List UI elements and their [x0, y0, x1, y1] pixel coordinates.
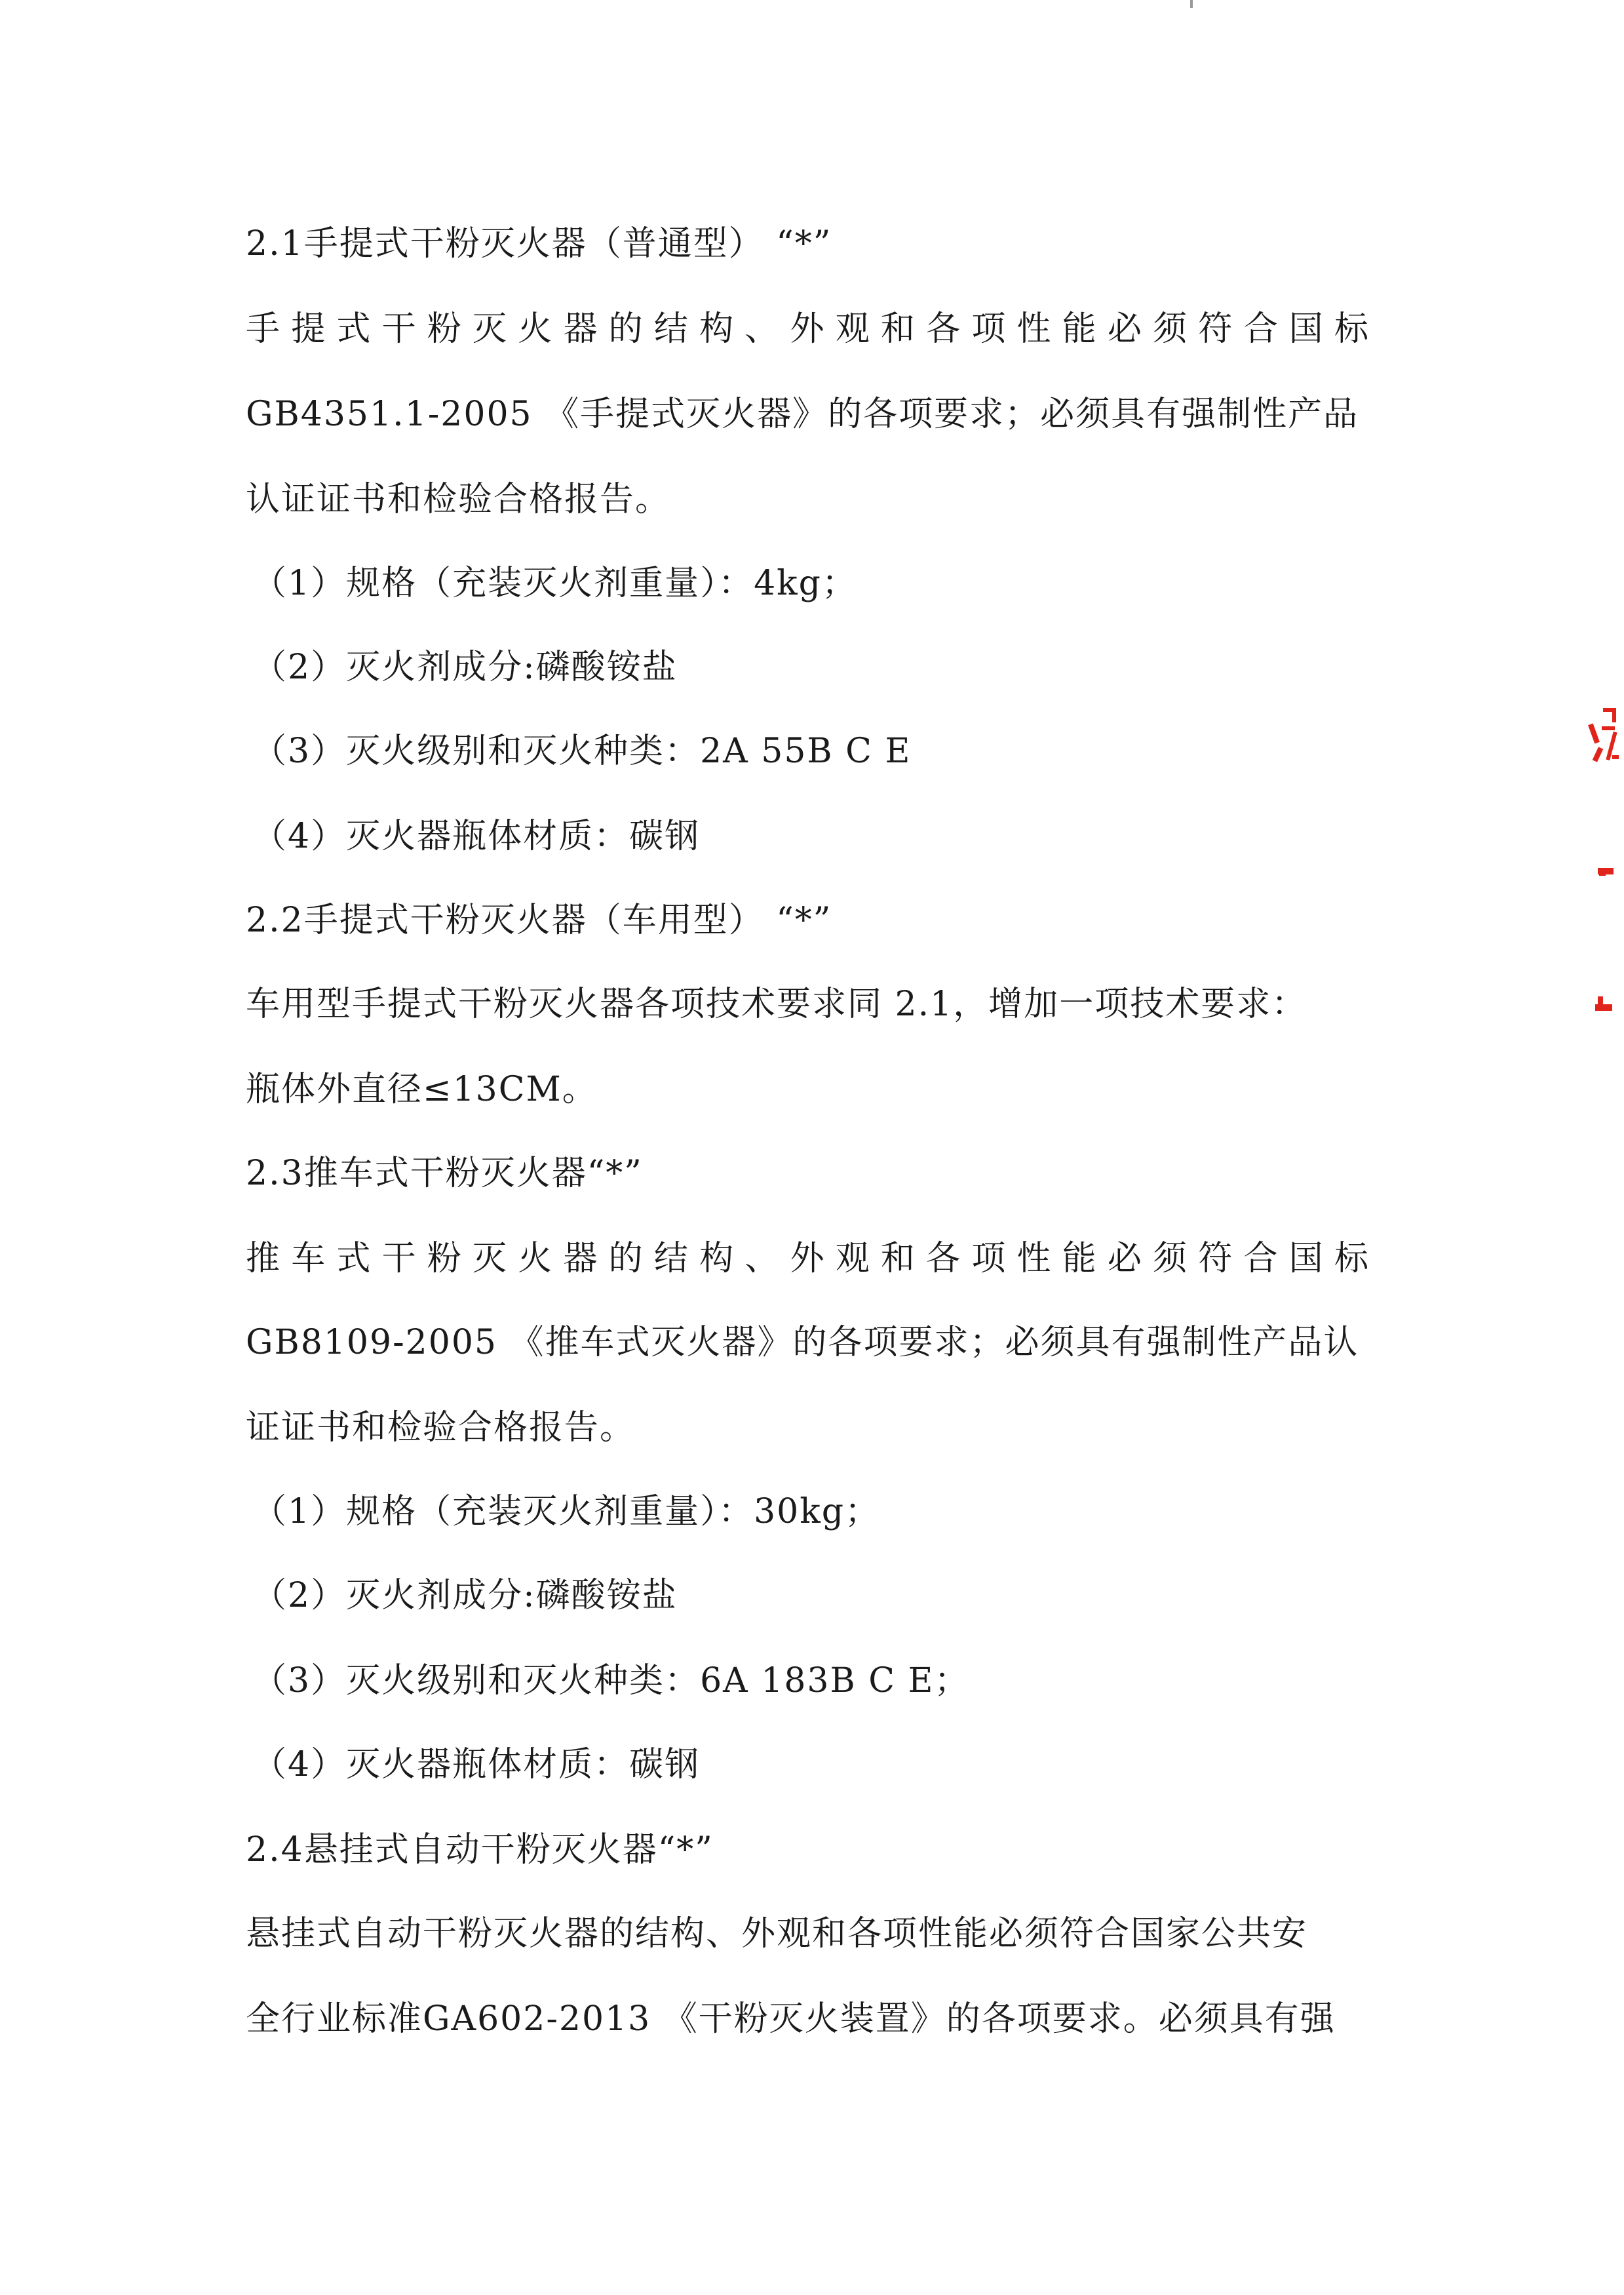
scan-edge-mark [1190, 0, 1193, 8]
section-heading-2-4: 2.4悬挂式自动干粉灭火器“*” [246, 1830, 714, 1870]
list-item: （2）灭火剂成分:磷酸铵盐 [252, 1576, 678, 1615]
paragraph-line: GB8109-2005 《推车式灭火器》的各项要求；必须具有强制性产品认 [246, 1323, 1359, 1362]
paragraph-line: 瓶体外直径≤13CM。 [246, 1070, 598, 1109]
paragraph-line: 证证书和检验合格报告。 [246, 1408, 636, 1447]
section-heading-2-1: 2.1手提式干粉灭火器（普通型） “*” [246, 224, 832, 264]
list-item: （1）规格（充装灭火剂重量）：4kg； [252, 564, 857, 603]
paragraph-line: 手提式干粉灭火器的结构、外观和各项性能必须符合国标 [246, 309, 1370, 349]
list-item: （3）灭火级别和灭火种类：6A 183B C E； [252, 1661, 970, 1700]
list-item: （4）灭火器瓶体材质：碳钢 [252, 817, 701, 856]
list-item: （1）规格（充装灭火剂重量）：30kg； [252, 1492, 881, 1531]
list-item: （3）灭火级别和灭火种类：2A 55B C E [252, 732, 912, 771]
paragraph-line: 认证证书和检验合格报告。 [246, 480, 671, 519]
paragraph-line: 全行业标准GA602-2013 《干粉灭火装置》的各项要求。必须具有强 [246, 1999, 1336, 2039]
paragraph-line: GB4351.1-2005 《手提式灭火器》的各项要求；必须具有强制性产品 [246, 395, 1359, 434]
section-heading-2-2: 2.2手提式干粉灭火器（车用型） “*” [246, 901, 832, 940]
paragraph-line: 悬挂式自动干粉灭火器的结构、外观和各项性能必须符合国家公共安 [246, 1914, 1308, 1953]
section-heading-2-3: 2.3推车式干粉灭火器“*” [246, 1154, 643, 1193]
list-item: （2）灭火剂成分:磷酸铵盐 [252, 648, 678, 687]
paragraph-line: 推车式干粉灭火器的结构、外观和各项性能必须符合国标 [246, 1239, 1370, 1278]
list-item: （4）灭火器瓶体材质：碳钢 [252, 1745, 701, 1784]
seal-stamp-fragment [1586, 708, 1624, 1023]
paragraph-line: 车用型手提式干粉灭火器各项技术要求同 2.1，增加一项技术要求： [246, 985, 1307, 1024]
